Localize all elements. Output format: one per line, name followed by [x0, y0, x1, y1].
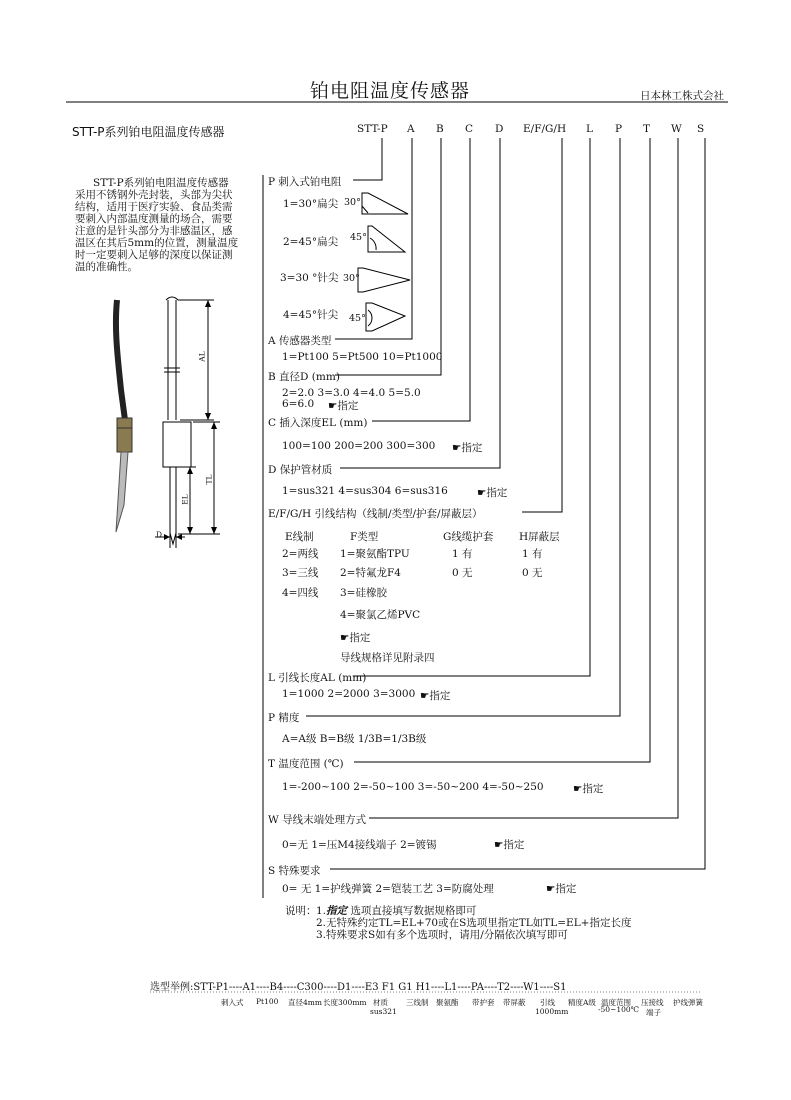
efgh-col-g: G线缆护套 [443, 531, 494, 543]
description-line-8: 温的准确性。 [75, 261, 138, 273]
example-label-1: 刺入式 [221, 998, 244, 1007]
note-1 [316, 905, 476, 917]
code-d: D [495, 123, 504, 135]
example-sub-label-1: sus321 [370, 1007, 397, 1016]
description-line-4: 要刺入内部温度测量的场合，需要 [75, 213, 233, 225]
efgh-col-e: E线制 [285, 531, 314, 543]
example-label-5: 材质 [373, 998, 388, 1007]
dim-d-label: D [156, 530, 163, 539]
t-specify: ☛指定 [573, 783, 604, 795]
note-1-text: 选项直接填写数据规格即可 [347, 905, 477, 917]
p-opt-2: 2=45°扁尖 [283, 236, 339, 248]
efgh-col-f: F类型 [350, 531, 379, 543]
s-specify: ☛指定 [546, 883, 577, 895]
p-angle-2: 45° [350, 232, 367, 243]
description-line-5: 注意的是针头部分为非感温区，感 [75, 225, 233, 237]
example-label-13: 压接线 [641, 998, 664, 1007]
example-label-4: 长度300mm [323, 998, 367, 1007]
p-angle-4: 45° [349, 313, 366, 324]
dim-el-label: EL [180, 494, 190, 505]
example-label-11: 精度A级 [568, 998, 596, 1007]
example-label-8: 带护套 [472, 998, 495, 1007]
p-opt-4: 4=45°针尖 [283, 309, 339, 321]
efgh-g-1: 1 有 [452, 548, 473, 560]
description-line-7: 时一定要刺入足够的深度以保证测 [75, 249, 233, 261]
efgh-h-1: 1 有 [522, 548, 543, 560]
company-name: 日本林工株式会社 [640, 90, 724, 102]
efgh-f-4: 4=聚氯乙烯PVC [340, 609, 421, 621]
code-l: L [586, 123, 593, 135]
code-c: C [465, 123, 474, 135]
code-b: B [436, 123, 444, 135]
example-label-10: 引线 [540, 998, 555, 1007]
efgh-f-1: 1=聚氨酯TPU [340, 548, 410, 560]
p2-section-title: P 精度 [268, 712, 300, 724]
note-3: 3.特殊要求S如有多个选项时，请用/分隔依次填写即可 [316, 929, 568, 941]
code-t: T [643, 123, 651, 135]
efgh-e-2: 3=三线 [282, 567, 319, 579]
efgh-e-3: 4=四线 [282, 587, 319, 599]
l-options: 1=1000 2=2000 3=3000 [282, 688, 416, 700]
efgh-g-2: 0 无 [452, 567, 473, 579]
d-specify-label: 指定 [486, 487, 508, 499]
description-line-3: 结构，适用于医疗实验、食品类需 [75, 201, 233, 213]
example-sub-label-2: 1000mm [535, 1007, 569, 1016]
dim-al-label: AL [197, 351, 207, 362]
c-specify: ☛指定 [452, 442, 483, 454]
code-w: W [671, 123, 682, 135]
example-sub-label-3: -50~100℃ [598, 1005, 640, 1014]
p-angle-1: 30° [344, 197, 361, 208]
code-a: A [407, 123, 415, 135]
description-line-6: 温区在其后5mm的位置，测量温度 [75, 237, 239, 249]
a-options: 1=Pt100 5=Pt500 10=Pt1000 [282, 351, 443, 363]
b-options-row1: 2=2.0 3=3.0 4=4.0 5=5.0 [282, 387, 421, 399]
efgh-col-h: H屏蔽层 [519, 531, 560, 543]
example-line: 选型举例:STT-P1----A1----B4----C300----D1----E3 F1 G1 H1----L1----PA----T2----W1----S1 [150, 982, 567, 993]
efgh-e-1: 2=两线 [282, 548, 319, 560]
d-section-title: D 保护管材质 [268, 464, 333, 476]
efgh-f-3: 3=硅橡胶 [340, 587, 387, 599]
code-p: P [615, 123, 623, 135]
w-specify-label: 指定 [503, 839, 525, 851]
efgh-f-2: 2=特氟龙F4 [340, 567, 401, 579]
description-line-2: 采用不锈钢外壳封装，头部为尖状 [75, 189, 233, 201]
s-options: 0= 无 1=护线弹簧 2=铠装工艺 3=防腐处理 [282, 883, 494, 895]
example-label-3: 直径4mm [288, 998, 322, 1007]
l-specify: ☛指定 [420, 690, 451, 702]
c-specify-label: 指定 [461, 442, 483, 454]
b-options-row2: 6=6.0 [282, 398, 315, 410]
c-options: 100=100 200=200 300=300 [282, 440, 436, 452]
p-section-title: P 刺入式铂电阻 [268, 176, 342, 188]
series-title: STT-P系列铂电阻温度传感器 [72, 125, 225, 139]
note-2: 2.无特殊约定TL=EL+70或在S选项里指定TL如TL=EL+指定长度 [316, 917, 632, 929]
d-specify: ☛指定 [477, 487, 508, 499]
w-section-title: W 导线末端处理方式 [268, 814, 367, 826]
note-1-num: 1. [316, 905, 327, 917]
page-title: 铂电阻温度传感器 [310, 80, 471, 102]
t-options: 1=-200~100 2=-50~100 3=-50~200 4=-50~250 [282, 781, 544, 793]
l-specify-label: 指定 [429, 690, 451, 702]
efgh-reference: 导线规格详见附录四 [340, 652, 435, 664]
l-section-title: L 引线长度AL (mm) [268, 672, 367, 684]
code-stt-p: STT-P [357, 123, 388, 135]
example-label-6: 三线制 [406, 998, 429, 1007]
p2-options: A=A级 B=B级 1/3B=1/3B级 [282, 733, 427, 745]
example-label-12: 温度范围 [601, 998, 631, 1007]
example-label-7: 聚氨酯 [436, 998, 459, 1007]
efgh-h-2: 0 无 [522, 567, 543, 579]
w-specify: ☛指定 [494, 839, 525, 851]
example-label-9: 带屏蔽 [503, 998, 526, 1007]
efgh-section-title: E/F/G/H 引线结构（线制/类型/护套/屏蔽层） [268, 508, 483, 520]
note-prefix: 说明： [285, 905, 317, 917]
description-line-1: STT-P系列铂电阻温度传感器 [93, 177, 229, 189]
example-sub-label-4: 端子 [646, 1008, 661, 1017]
p-opt-3: 3=30 °针尖 [280, 272, 339, 284]
c-section-title: C 插入深度EL (mm) [268, 417, 368, 429]
b-specify: ☛指定 [328, 400, 359, 412]
s-specify-label: 指定 [555, 883, 577, 895]
code-s: S [697, 123, 705, 135]
p-angle-3: 30° [343, 273, 360, 284]
w-options: 0=无 1=压M4接线端子 2=镀锡 [282, 839, 437, 851]
efgh-f-specify: ☛指定 [340, 632, 371, 644]
note-1-bold: 指定 [326, 905, 348, 917]
code-efgh: E/F/G/H [523, 123, 567, 135]
b-specify-label: 指定 [337, 400, 359, 412]
b-section-title: B 直径D (mm) [268, 371, 340, 383]
efgh-f-specify-label: 指定 [349, 632, 371, 644]
t-specify-label: 指定 [582, 783, 604, 795]
a-section-title: A 传感器类型 [268, 335, 332, 347]
example-label-2: Pt100 [256, 997, 279, 1006]
t-section-title: T 温度范围 (℃) [268, 758, 344, 770]
p-opt-1: 1=30°扁尖 [283, 198, 339, 210]
d-options: 1=sus321 4=sus304 6=sus316 [282, 485, 448, 497]
example-label-14: 护线弹簧 [673, 998, 703, 1007]
dim-tl-label: TL [204, 474, 214, 485]
s-section-title: S 特殊要求 [268, 865, 321, 877]
